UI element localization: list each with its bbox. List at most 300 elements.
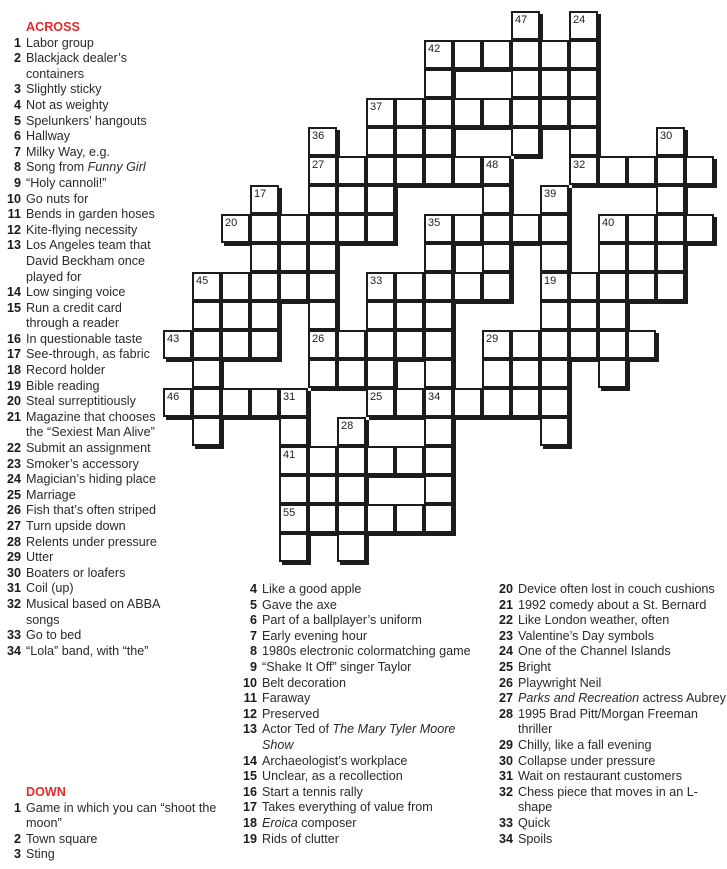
grid-cell[interactable] xyxy=(395,272,424,301)
grid-cell[interactable] xyxy=(366,330,395,359)
grid-cell[interactable] xyxy=(511,127,540,156)
down-clue-25 xyxy=(486,660,726,676)
grid-cell[interactable] xyxy=(221,214,250,243)
grid-cell[interactable] xyxy=(598,272,627,301)
clue-text: Milky Way, e.g. xyxy=(26,144,110,159)
grid-cell[interactable] xyxy=(656,243,685,272)
grid-cell[interactable] xyxy=(569,98,598,127)
across-clue-14 xyxy=(0,285,160,301)
grid-cell[interactable] xyxy=(453,214,482,243)
grid-cell[interactable] xyxy=(482,243,511,272)
grid-cell[interactable] xyxy=(395,301,424,330)
across-clue-12 xyxy=(0,223,160,239)
grid-cell[interactable] xyxy=(395,446,424,475)
grid-cell[interactable] xyxy=(221,388,250,417)
clue-number: 25 xyxy=(498,659,513,674)
grid-cell[interactable] xyxy=(250,214,279,243)
grid-cell[interactable] xyxy=(424,359,453,388)
down-clue-6 xyxy=(236,613,476,629)
grid-cell[interactable] xyxy=(482,156,511,185)
down-clue-3 xyxy=(0,847,240,863)
down-clue-33 xyxy=(486,816,726,832)
grid-cell[interactable] xyxy=(540,98,569,127)
across-clue-30 xyxy=(0,566,160,582)
grid-cell[interactable] xyxy=(279,272,308,301)
grid-cell[interactable] xyxy=(308,127,337,156)
grid-cell[interactable] xyxy=(366,359,395,388)
clue-number: 11 xyxy=(7,207,21,222)
grid-cell[interactable] xyxy=(395,388,424,417)
clue-number: 20 xyxy=(498,582,513,596)
grid-cell[interactable] xyxy=(424,301,453,330)
grid-cell[interactable] xyxy=(569,272,598,301)
clue-number: 21 xyxy=(6,409,21,424)
clue-number: 22 xyxy=(6,441,21,456)
across-clue-24 xyxy=(0,472,160,488)
down-clue-4 xyxy=(236,582,476,598)
grid-cell[interactable] xyxy=(366,272,395,301)
grid-cell[interactable] xyxy=(308,359,337,388)
clue-text: Sting xyxy=(26,847,55,862)
cell-number: 20 xyxy=(225,217,238,229)
clue-number: 13 xyxy=(242,722,257,737)
clue-text: Spelunkers’ hangouts xyxy=(26,113,147,128)
grid-cell[interactable] xyxy=(337,504,366,533)
grid-cell[interactable] xyxy=(511,98,540,127)
grid-cell[interactable] xyxy=(540,417,569,446)
clue-text: Unclear, as a recollection xyxy=(262,769,403,784)
grid-cell[interactable] xyxy=(308,446,337,475)
grid-cell[interactable] xyxy=(424,243,453,272)
clue-text: Kite-flying necessity xyxy=(26,222,138,237)
across-clue-17 xyxy=(0,347,160,363)
clue-text: Rids of clutter xyxy=(262,831,339,846)
grid-cell[interactable] xyxy=(366,214,395,243)
across-heading: ACROSS xyxy=(26,20,80,34)
clue-number: 19 xyxy=(6,378,21,393)
grid-cell[interactable] xyxy=(424,446,453,475)
grid-cell[interactable] xyxy=(453,388,482,417)
clue-text: Slightly sticky xyxy=(26,82,102,97)
grid-cell[interactable] xyxy=(337,446,366,475)
grid-cell[interactable] xyxy=(656,185,685,214)
clue-number: 32 xyxy=(498,784,513,799)
across-clue-29 xyxy=(0,550,160,566)
grid-cell[interactable] xyxy=(308,504,337,533)
grid-cell[interactable] xyxy=(482,388,511,417)
clue-text: Chilly, like a fall evening xyxy=(518,737,652,752)
down-clue-8 xyxy=(236,644,476,660)
grid-cell[interactable] xyxy=(424,214,453,243)
grid-cell[interactable] xyxy=(337,417,366,446)
grid-cell[interactable] xyxy=(337,330,366,359)
clue-number: 15 xyxy=(6,300,21,315)
grid-cell[interactable] xyxy=(685,156,714,185)
grid-cell[interactable] xyxy=(482,359,511,388)
down-heading: DOWN xyxy=(26,785,66,799)
clue-text: Relents under pressure xyxy=(26,534,157,549)
grid-cell[interactable] xyxy=(540,388,569,417)
grid-cell[interactable] xyxy=(598,156,627,185)
down-clue-26 xyxy=(486,676,726,692)
grid-cell[interactable] xyxy=(598,243,627,272)
grid-cell[interactable] xyxy=(250,388,279,417)
clue-text: Bible reading xyxy=(26,378,100,393)
clue-text: Low singing voice xyxy=(26,285,126,300)
grid-cell[interactable] xyxy=(569,156,598,185)
down-clues-col1 xyxy=(0,785,240,863)
grid-cell[interactable] xyxy=(308,243,337,272)
grid-cell[interactable] xyxy=(424,475,453,504)
grid-cell[interactable] xyxy=(482,330,511,359)
grid-cell[interactable] xyxy=(540,214,569,243)
cell-number: 47 xyxy=(515,14,528,26)
grid-cell[interactable] xyxy=(279,388,308,417)
grid-cell[interactable] xyxy=(511,388,540,417)
clue-number: 18 xyxy=(242,815,257,830)
grid-cell[interactable] xyxy=(163,330,192,359)
grid-cell[interactable] xyxy=(308,272,337,301)
grid-cell[interactable] xyxy=(163,388,192,417)
across-clue-34 xyxy=(0,644,160,660)
clue-number: 14 xyxy=(6,285,21,300)
clue-number: 1 xyxy=(13,35,21,50)
across-clue-1 xyxy=(0,36,160,52)
grid-cell[interactable] xyxy=(511,69,540,98)
grid-cell[interactable] xyxy=(366,388,395,417)
grid-cell[interactable] xyxy=(598,301,627,330)
clue-number: 5 xyxy=(249,597,257,612)
clue-number: 31 xyxy=(6,581,21,596)
grid-cell[interactable] xyxy=(424,40,453,69)
grid-cell[interactable] xyxy=(569,301,598,330)
grid-cell[interactable] xyxy=(424,69,453,98)
clue-number: 33 xyxy=(498,815,513,830)
across-clue-18 xyxy=(0,363,160,379)
grid-cell[interactable] xyxy=(540,69,569,98)
grid-cell[interactable] xyxy=(569,330,598,359)
clue-number: 20 xyxy=(6,394,21,409)
grid-cell[interactable] xyxy=(656,156,685,185)
down-clue-list-2 xyxy=(236,582,476,847)
clue-text: Utter xyxy=(26,550,54,565)
cell-number: 45 xyxy=(196,275,209,287)
grid-cell[interactable] xyxy=(627,214,656,243)
grid-cell[interactable] xyxy=(511,214,540,243)
clue-number: 7 xyxy=(249,628,257,643)
grid-cell[interactable] xyxy=(279,533,308,562)
across-clue-16 xyxy=(0,332,160,348)
grid-cell[interactable] xyxy=(279,214,308,243)
grid-cell[interactable] xyxy=(656,272,685,301)
grid-cell[interactable] xyxy=(482,40,511,69)
grid-cell[interactable] xyxy=(424,504,453,533)
clue-number: 4 xyxy=(249,582,257,596)
clue-number: 28 xyxy=(498,706,513,721)
clue-number: 23 xyxy=(6,456,21,471)
clue-number: 13 xyxy=(6,238,21,253)
grid-cell[interactable] xyxy=(453,98,482,127)
clue-text: Town square xyxy=(26,831,98,846)
grid-cell[interactable] xyxy=(192,301,221,330)
clue-number: 17 xyxy=(6,347,21,362)
across-clue-26 xyxy=(0,503,160,519)
across-clue-21 xyxy=(0,410,160,441)
clue-text: Song from Funny Girl xyxy=(26,160,146,175)
across-clue-8 xyxy=(0,160,160,176)
clue-number: 23 xyxy=(498,628,513,643)
across-clue-28 xyxy=(0,535,160,551)
grid-cell[interactable] xyxy=(395,156,424,185)
clue-text: Turn upside down xyxy=(26,519,126,533)
across-clue-5 xyxy=(0,114,160,130)
clue-text: Actor Ted of The Mary Tyler Moore Show xyxy=(262,722,456,752)
grid-cell[interactable] xyxy=(511,330,540,359)
grid-cell[interactable] xyxy=(395,504,424,533)
grid-cell[interactable] xyxy=(656,214,685,243)
clue-number: 29 xyxy=(498,737,513,752)
clue-text: Fish that’s often striped xyxy=(26,503,156,518)
clue-text: In questionable taste xyxy=(26,331,143,346)
grid-cell[interactable] xyxy=(250,301,279,330)
grid-cell[interactable] xyxy=(656,127,685,156)
clue-text: Boaters or loafers xyxy=(26,565,126,580)
clue-text: Part of a ballplayer’s uniform xyxy=(262,613,422,628)
grid-cell[interactable] xyxy=(598,359,627,388)
grid-cell[interactable] xyxy=(279,243,308,272)
grid-cell[interactable] xyxy=(308,185,337,214)
across-clue-27 xyxy=(0,519,160,535)
grid-cell[interactable] xyxy=(192,388,221,417)
down-clue-30 xyxy=(486,754,726,770)
across-clue-25 xyxy=(0,488,160,504)
clue-number: 19 xyxy=(242,831,257,846)
clue-text: Bright xyxy=(518,659,551,674)
grid-cell[interactable] xyxy=(395,127,424,156)
clue-number: 6 xyxy=(249,613,257,628)
clue-number: 10 xyxy=(6,191,21,206)
clue-number: 24 xyxy=(6,472,21,487)
clue-number: 6 xyxy=(13,129,21,144)
grid-cell[interactable] xyxy=(366,446,395,475)
cell-number: 48 xyxy=(486,159,499,171)
clue-text: “Lola” band, with “the” xyxy=(26,643,149,658)
grid-cell[interactable] xyxy=(540,301,569,330)
across-clue-19 xyxy=(0,379,160,395)
grid-cell[interactable] xyxy=(250,330,279,359)
grid-cell[interactable] xyxy=(569,127,598,156)
grid-cell[interactable] xyxy=(540,185,569,214)
clue-number: 21 xyxy=(498,597,513,612)
grid-cell[interactable] xyxy=(627,156,656,185)
grid-cell[interactable] xyxy=(366,127,395,156)
clue-number: 12 xyxy=(6,222,21,237)
grid-cell[interactable] xyxy=(337,156,366,185)
grid-cell[interactable] xyxy=(540,243,569,272)
grid-cell[interactable] xyxy=(482,185,511,214)
grid-cell[interactable] xyxy=(366,301,395,330)
grid-cell[interactable] xyxy=(482,214,511,243)
grid-cell[interactable] xyxy=(192,359,221,388)
clue-text: Belt decoration xyxy=(262,675,347,690)
clue-text: Faraway xyxy=(262,691,311,706)
cell-number: 41 xyxy=(283,449,296,461)
grid-cell[interactable] xyxy=(511,359,540,388)
grid-cell[interactable] xyxy=(221,272,250,301)
cell-number: 31 xyxy=(283,391,296,403)
clue-number: 8 xyxy=(249,644,257,659)
grid-cell[interactable] xyxy=(366,98,395,127)
clue-number: 31 xyxy=(498,769,513,784)
grid-cell[interactable] xyxy=(192,417,221,446)
down-clue-19 xyxy=(236,832,476,848)
grid-cell[interactable] xyxy=(627,330,656,359)
grid-cell[interactable] xyxy=(511,11,540,40)
clue-text: “Shake It Off” singer Taylor xyxy=(262,659,412,674)
grid-cell[interactable] xyxy=(308,301,337,330)
clue-number: 8 xyxy=(13,160,21,175)
grid-cell[interactable] xyxy=(308,330,337,359)
clue-number: 34 xyxy=(6,643,21,658)
down-clue-10 xyxy=(236,676,476,692)
down-clue-2 xyxy=(0,832,240,848)
clue-text: Chess piece that moves in an L-shape xyxy=(518,784,698,815)
grid-cell[interactable] xyxy=(424,272,453,301)
clue-text: Takes everything of value from xyxy=(262,800,433,815)
clue-text: “Holy cannoli!” xyxy=(26,175,107,190)
across-clue-22 xyxy=(0,441,160,457)
grid-cell[interactable] xyxy=(337,214,366,243)
across-clue-6 xyxy=(0,129,160,145)
clue-number: 14 xyxy=(242,753,257,768)
clue-number: 11 xyxy=(243,691,257,706)
grid-cell[interactable] xyxy=(685,214,714,243)
grid-cell[interactable] xyxy=(279,504,308,533)
grid-cell[interactable] xyxy=(569,40,598,69)
clue-text: Not as weighty xyxy=(26,97,109,112)
across-clue-32 xyxy=(0,597,160,628)
cell-number: 55 xyxy=(283,507,296,519)
clue-number: 5 xyxy=(13,113,21,128)
cell-number: 32 xyxy=(573,159,586,171)
down-clue-17 xyxy=(236,800,476,816)
grid-cell[interactable] xyxy=(424,330,453,359)
clue-number: 2 xyxy=(13,831,21,846)
grid-cell[interactable] xyxy=(482,98,511,127)
grid-cell[interactable] xyxy=(540,330,569,359)
grid-cell[interactable] xyxy=(366,504,395,533)
clue-text: Start a tennis rally xyxy=(262,784,363,799)
grid-cell[interactable] xyxy=(337,475,366,504)
grid-cell[interactable] xyxy=(279,417,308,446)
grid-cell[interactable] xyxy=(308,156,337,185)
grid-cell[interactable] xyxy=(221,301,250,330)
across-clue-15 xyxy=(0,301,160,332)
clue-text: Labor group xyxy=(26,35,94,50)
clue-text: 1980s electronic colormatching game xyxy=(262,644,471,659)
clue-text: Game in which you can “shoot the moon” xyxy=(26,800,217,831)
grid-cell[interactable] xyxy=(453,272,482,301)
grid-cell[interactable] xyxy=(453,156,482,185)
grid-cell[interactable] xyxy=(569,69,598,98)
grid-cell[interactable] xyxy=(424,127,453,156)
grid-cell[interactable] xyxy=(598,330,627,359)
grid-cell[interactable] xyxy=(192,330,221,359)
clue-text: Magazine that chooses the “Sexiest Man Alive” xyxy=(26,409,156,440)
grid-cell[interactable] xyxy=(540,272,569,301)
grid-cell[interactable] xyxy=(221,330,250,359)
clue-number: 4 xyxy=(13,97,21,112)
grid-cell[interactable] xyxy=(366,156,395,185)
down-clue-28 xyxy=(486,707,726,738)
clue-number: 24 xyxy=(498,644,513,659)
down-clue-5 xyxy=(236,598,476,614)
clue-text: Quick xyxy=(518,815,551,830)
across-clue-10 xyxy=(0,192,160,208)
clue-number: 15 xyxy=(242,769,257,784)
grid-cell[interactable] xyxy=(250,243,279,272)
grid-cell[interactable] xyxy=(395,98,424,127)
grid-cell[interactable] xyxy=(424,417,453,446)
grid-cell[interactable] xyxy=(279,475,308,504)
grid-cell[interactable] xyxy=(395,330,424,359)
cell-number: 46 xyxy=(167,391,180,403)
cell-number: 34 xyxy=(428,391,441,403)
clue-text: Eroica composer xyxy=(262,815,357,830)
grid-cell[interactable] xyxy=(511,40,540,69)
grid-cell[interactable] xyxy=(279,446,308,475)
down-clue-27 xyxy=(486,691,726,707)
grid-cell[interactable] xyxy=(424,156,453,185)
clue-text: Playwright Neil xyxy=(518,675,602,690)
grid-cell[interactable] xyxy=(627,272,656,301)
cell-number: 42 xyxy=(428,43,441,55)
grid-cell[interactable] xyxy=(308,475,337,504)
grid-cell[interactable] xyxy=(598,214,627,243)
cell-number: 27 xyxy=(312,159,325,171)
clue-text: Wait on restaurant customers xyxy=(518,769,683,784)
down-clue-9 xyxy=(236,660,476,676)
clue-text: Hallway xyxy=(26,129,71,144)
grid-cell[interactable] xyxy=(337,185,366,214)
down-clue-32 xyxy=(486,785,726,816)
grid-cell[interactable] xyxy=(453,40,482,69)
grid-cell[interactable] xyxy=(250,272,279,301)
grid-cell[interactable] xyxy=(366,185,395,214)
grid-cell[interactable] xyxy=(627,243,656,272)
clue-number: 33 xyxy=(6,628,21,643)
cell-number: 33 xyxy=(370,275,383,287)
grid-cell[interactable] xyxy=(540,40,569,69)
clue-text: Marriage xyxy=(26,487,76,502)
across-clue-31 xyxy=(0,581,160,597)
grid-cell[interactable] xyxy=(540,359,569,388)
grid-cell[interactable] xyxy=(337,533,366,562)
grid-cell[interactable] xyxy=(308,214,337,243)
grid-cell[interactable] xyxy=(192,272,221,301)
grid-cell[interactable] xyxy=(250,185,279,214)
grid-cell[interactable] xyxy=(482,272,511,301)
clue-text: Collapse under pressure xyxy=(518,753,656,768)
clue-text: Archaeologist’s workplace xyxy=(262,753,408,768)
grid-cell[interactable] xyxy=(569,11,598,40)
down-clue-list-1 xyxy=(0,801,240,863)
grid-cell[interactable] xyxy=(337,359,366,388)
grid-cell[interactable] xyxy=(424,388,453,417)
grid-cell[interactable] xyxy=(424,98,453,127)
clue-text: Device often lost in couch cushions xyxy=(518,582,715,596)
clue-number: 30 xyxy=(498,753,513,768)
